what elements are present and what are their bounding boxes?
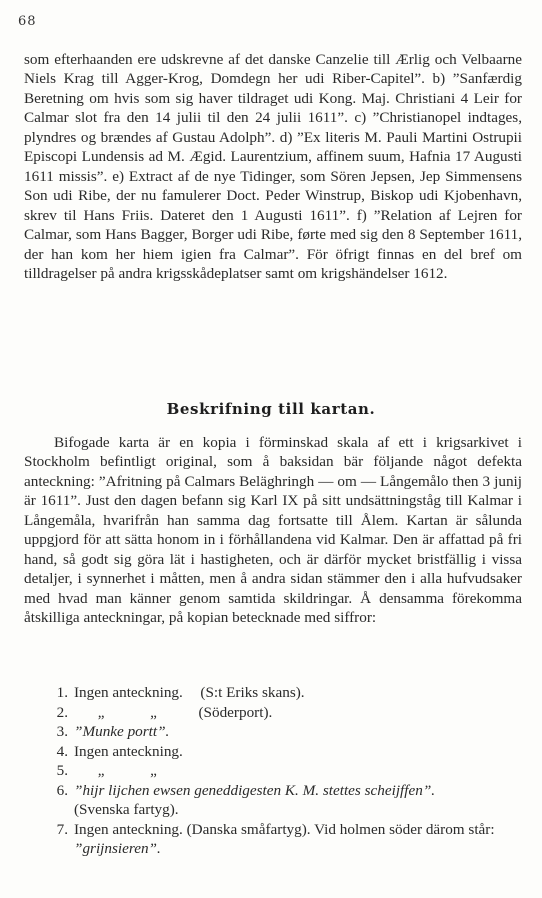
legend-text: Ingen anteckning. (Danska småfartyg). Vid holmen söder därom står: <box>74 820 495 838</box>
legend-number: 6. <box>56 781 68 799</box>
page-number: 68 <box>18 14 37 29</box>
legend-item-2 <box>24 703 522 723</box>
legend-note: (S:t Eriks skans). <box>200 684 305 701</box>
legend-number: 2. <box>56 703 68 721</box>
legend-item-3 <box>24 722 522 742</box>
legend-item-4 <box>24 742 522 762</box>
legend-ditto-mark: „ <box>150 762 157 779</box>
legend-number: 7. <box>56 820 68 838</box>
legend-item-5 <box>24 761 522 781</box>
legend-ditto-mark: „ <box>97 703 105 721</box>
legend-number: 3. <box>56 723 68 740</box>
map-legend-list <box>24 683 522 859</box>
legend-note: (Söderport). <box>198 703 273 721</box>
legend-item-1 <box>24 683 522 703</box>
legend-number: 5. <box>56 762 68 779</box>
legend-number: 1. <box>56 684 68 701</box>
legend-number: 4. <box>56 742 68 760</box>
legend-quote: ”hijr lijchen ewsen geneddigesten K. M. stettes scheijffen”. <box>74 781 436 799</box>
legend-text: Ingen anteckning. <box>74 684 183 701</box>
legend-quote: ”grijnsieren”. <box>74 840 161 857</box>
paragraph-map-description: Bifogade karta är en kopia i förminskad skala af ett i krigsarkivet i Stockholm befintligt original, som å baksidan bär följande något defekta anteckning: ”Afritning på Calmars Beläghringh — om — Långemålo then 3 junij är 1611”. Just den dagen befann sig Karl IX på sitt undsättningståg till Kalmar i Långemåla, hvarifrån han samma dag fortsatte till Ålem. Kartan är sålunda uppgjord för att sätta honom in i förhållandena vid Kalmar. Den är affattad på fri hand, så godt sig göra lät i hastigheten, och är därför mycket bristfällig i vissa detaljer, i synnerhet i måtten, men å andra sidan stämmer den i alla hufvudsaker med hvad man känner genom samtida skildringar. Å densamma förekomma åtskilliga anteckningar, på kopian betecknade med siffror: <box>24 434 522 627</box>
paragraph-sources: som efterhaanden ere udskrevne af det danske Canzelie till Ærlig och Velbaarne Niels Krag till Agger-Krog, Domdegn her udi Riber-Capitel”. b) ”Sanfærdig Beretning om hvis som sig haver tildraget udi Kong. Maj. Christiani 4 Leir for Calmar slot fra den 14 julii til den 24 julii 1611”. c) ”Christianopel indtages, plyndres og brændes af Gustau Adolph”. d) ”Ex literis M. Pauli Martini Ostrupii Episcopi Lundensis ad M. Ægid. Laurentzium, affinem suum, Hafnia 17 Augusti 1611 missis”. e) Extract af de nye Tidinger, som Sören Jepsen, Jep Simmensens Son udi Ribe, der nu famulerer Doct. Peder Winstrup, Biskop udi Kjobenhavn, skrev til Hans Friis. Dateret den 1 Augusti 1611”. f) ”Relation af Lejren for Calmar, som Hans Bagger, Borger udi Ribe, førte med sig den 8 September 1611, der han kom her hiem igien fra Calmar”. För öfrigt finnas en del bref om tilldragelser på andra krigsskådeplatser samt om krigshändelser 1612. <box>24 51 522 282</box>
legend-text: Ingen anteckning. <box>74 742 183 760</box>
legend-item-6 <box>24 781 522 820</box>
legend-quote: ”Munke portt”. <box>74 723 170 740</box>
legend-ditto-mark: „ <box>150 703 157 721</box>
legend-ditto-mark: „ <box>97 762 105 779</box>
section-heading: Beskrifning till kartan. <box>166 400 376 418</box>
legend-item-7 <box>24 820 522 859</box>
legend-note: (Svenska fartyg). <box>74 801 179 818</box>
